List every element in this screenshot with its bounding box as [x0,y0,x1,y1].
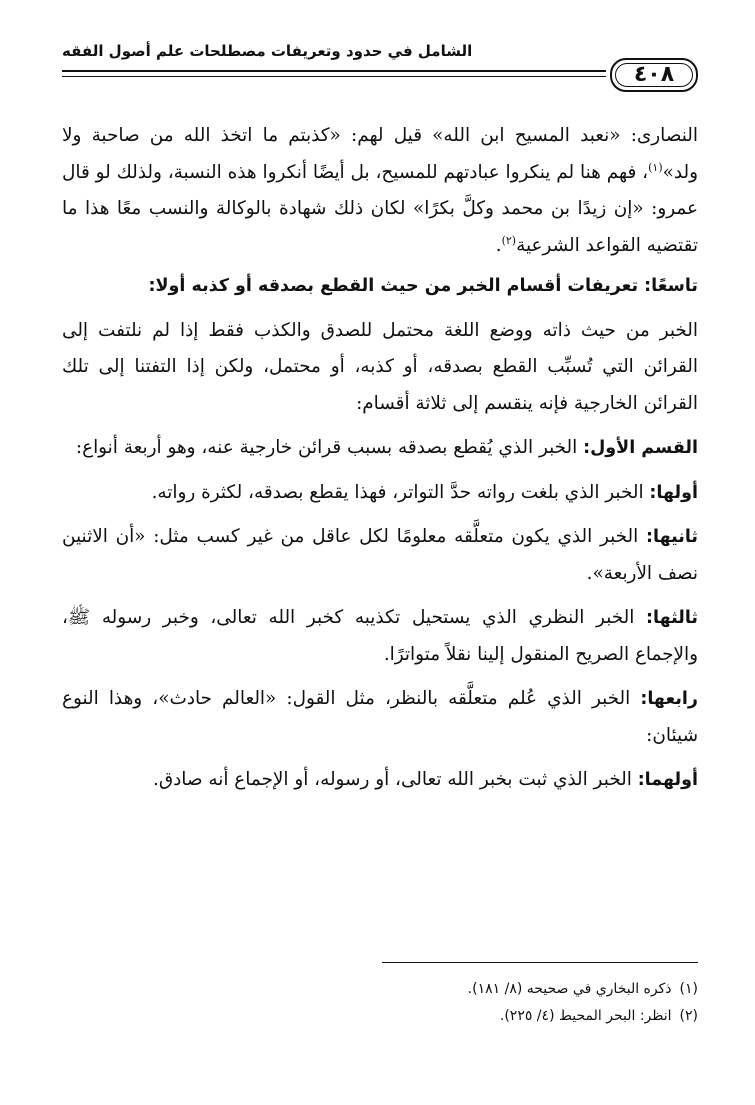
header-rule [62,70,606,72]
footnote-separator [382,962,698,963]
footnote-number: (٢) [679,1008,698,1024]
footnotes [62,976,698,1030]
footnote-text: ذكره البخاري في صحيحه (٨/ ١٨١). [467,981,672,997]
paragraph-type-three [62,600,698,673]
paragraph-text: الخبر الذي يُقطع بصدقه بسبب قرائن خارجية عنه، وهو أربعة أنواع: [75,437,584,458]
paragraph-text: الخبر الذي يكون متعلَّقه معلومًا لكل عاقل من غير كسب مثل: «أن الاثنين نصف الأربعة». [62,526,698,584]
paragraph-type-two [62,519,698,592]
footnote-ref-2[interactable]: (٢) [501,233,517,247]
running-title: الشامل في حدود وتعريفات مصطلحات علم أصول الفقه [62,42,473,60]
page-header [62,36,698,98]
paragraph-type-four [62,681,698,754]
footnote-ref-1[interactable]: (١) [648,160,663,174]
paragraph-text: النصارى: «نعبد المسيح ابن الله» قيل لهم: «كذبتم ما اتخذ الله من صاحبة ولا ولد» [62,125,698,183]
paragraph-text: الخبر الذي بلغت رواته حدَّ التواتر، فهذا يقطع بصدقه، لكثرة رواته. [151,481,650,503]
paragraph-continuation [62,118,698,264]
paragraph-lead: ثالثها: [646,608,698,628]
body-text [62,118,698,799]
paragraph-intro: الخبر من حيث ذاته ووضع اللغة محتمل للصدق والكذب فقط إذا لم نلتفت إلى القرائن التي تُسبِّب القطع بصدقه، أو كذبه، أو محتمل، ولكن إذا التفتنا إلى تلك القرائن الخارجية فإنه ينقسم إلى ثلاثة أقسام: [62,319,698,414]
paragraph-text: . [495,234,502,256]
paragraph-subtype-one [62,762,698,799]
paragraph-type-one [62,475,698,512]
paragraph-lead: القسم الأول: [583,438,698,458]
header-rule-thin [62,76,606,77]
book-page [62,36,698,1076]
paragraph-section-one [62,430,698,467]
footnote-2 [62,1003,698,1030]
paragraph-text: الخبر النظري الذي يستحيل تكذيبه كخبر الله تعالى، وخبر رسوله ﷺ، والإجماع الصريح المنقول إلينا نقلاً متواترًا. [62,607,698,665]
paragraph-lead: أولها: [649,482,698,503]
page-number-frame [610,58,698,92]
footnote-1 [62,976,698,1003]
page-number: ٤٠٨ [633,62,675,87]
paragraph-lead: ثانيها: [646,527,698,547]
paragraph-text: الخبر الذي ثبت بخبر الله تعالى، أو رسوله، أو الإجماع أنه صادق. [153,769,638,790]
footnote-text: انظر: البحر المحيط (٤/ ٢٢٥). [499,1008,672,1024]
paragraph-lead: رابعها: [640,689,698,709]
paragraph-text: الخبر الذي عُلم متعلَّقه بالنظر، مثل القول: «العالم حادث»، وهذا النوع شيئان: [62,688,698,746]
paragraph-lead: أولهما: [637,770,698,790]
section-heading: تاسعًا: تعريفات أقسام الخبر من حيث القطع بصدقه أو كذبه أولا: [148,276,698,296]
footnote-number: (١) [679,981,698,997]
paragraph-text: ، فهم هنا لم ينكروا عبادتهم للمسيح، بل أيضًا أنكروا هذه النسبة، ولذلك لو قال عمرو: «إن زيدًا بن محمد وكلَّ بكرًا» لكان ذلك شهادة بالوكالة والنسب معًا هذا ما تقتضيه القواعد الشرعية [62,161,698,256]
